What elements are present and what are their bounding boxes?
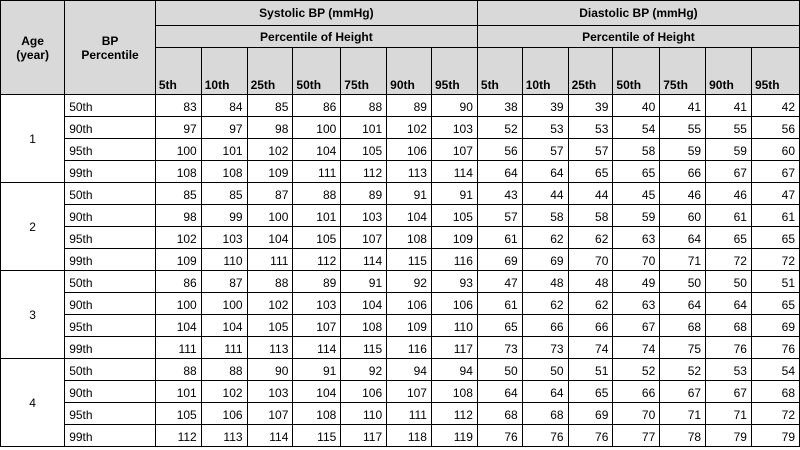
systolic-value-cell: 91 <box>341 271 387 293</box>
diastolic-value-cell: 71 <box>660 403 706 425</box>
diastolic-value-cell: 40 <box>613 95 660 117</box>
diastolic-value-cell: 76 <box>477 425 522 447</box>
systolic-height-col-header: 50th <box>293 48 341 95</box>
diastolic-value-cell: 71 <box>660 249 706 271</box>
systolic-value-cell: 85 <box>155 183 201 205</box>
systolic-value-cell: 103 <box>341 205 387 227</box>
systolic-value-cell: 108 <box>293 403 341 425</box>
systolic-value-cell: 112 <box>341 161 387 183</box>
diastolic-value-cell: 65 <box>706 227 752 249</box>
diastolic-value-cell: 53 <box>706 359 752 381</box>
bp-percentile-cell: 90th <box>65 293 156 315</box>
systolic-value-cell: 99 <box>201 205 247 227</box>
diastolic-value-cell: 73 <box>477 337 522 359</box>
systolic-value-cell: 101 <box>201 139 247 161</box>
table-row <box>1 293 800 315</box>
systolic-value-cell: 90 <box>247 359 293 381</box>
systolic-value-cell: 102 <box>247 139 293 161</box>
table-row <box>1 95 800 117</box>
systolic-value-cell: 104 <box>293 381 341 403</box>
bp-percentile-cell: 95th <box>65 315 156 337</box>
systolic-value-cell: 107 <box>387 381 432 403</box>
diastolic-value-cell: 79 <box>751 425 799 447</box>
table-row <box>1 249 800 271</box>
systolic-value-cell: 88 <box>341 95 387 117</box>
diastolic-value-cell: 59 <box>613 205 660 227</box>
systolic-height-subheader: Percentile of Height <box>155 26 477 48</box>
diastolic-height-col-header: 90th <box>706 48 752 95</box>
diastolic-value-cell: 65 <box>751 293 799 315</box>
diastolic-value-cell: 58 <box>522 205 568 227</box>
diastolic-value-cell: 68 <box>660 315 706 337</box>
diastolic-value-cell: 65 <box>568 161 613 183</box>
systolic-value-cell: 102 <box>201 381 247 403</box>
systolic-value-cell: 89 <box>341 183 387 205</box>
bp-percentile-cell: 50th <box>65 183 156 205</box>
systolic-value-cell: 97 <box>155 117 201 139</box>
table-row <box>1 381 800 403</box>
systolic-value-cell: 110 <box>201 249 247 271</box>
systolic-value-cell: 104 <box>293 139 341 161</box>
systolic-value-cell: 90 <box>431 95 477 117</box>
systolic-value-cell: 108 <box>341 315 387 337</box>
systolic-value-cell: 115 <box>341 337 387 359</box>
age-cell: 3 <box>1 271 65 359</box>
systolic-value-cell: 89 <box>387 95 432 117</box>
diastolic-group-header: Diastolic BP (mmHg) <box>477 1 799 26</box>
bp-percentile-cell: 99th <box>65 337 156 359</box>
diastolic-value-cell: 44 <box>568 183 613 205</box>
systolic-value-cell: 89 <box>293 271 341 293</box>
systolic-value-cell: 116 <box>387 337 432 359</box>
bp-percentile-cell: 99th <box>65 249 156 271</box>
diastolic-value-cell: 43 <box>477 183 522 205</box>
systolic-value-cell: 111 <box>387 403 432 425</box>
systolic-value-cell: 117 <box>431 337 477 359</box>
systolic-value-cell: 91 <box>387 183 432 205</box>
bp-percentile-cell: 90th <box>65 381 156 403</box>
diastolic-value-cell: 64 <box>522 381 568 403</box>
diastolic-value-cell: 48 <box>568 271 613 293</box>
systolic-value-cell: 102 <box>247 293 293 315</box>
systolic-value-cell: 112 <box>293 249 341 271</box>
systolic-value-cell: 109 <box>387 315 432 337</box>
systolic-value-cell: 112 <box>431 403 477 425</box>
diastolic-value-cell: 77 <box>613 425 660 447</box>
diastolic-value-cell: 64 <box>522 161 568 183</box>
diastolic-height-subheader: Percentile of Height <box>477 26 799 48</box>
systolic-value-cell: 101 <box>293 205 341 227</box>
systolic-value-cell: 85 <box>201 183 247 205</box>
bp-percentile-cell: 95th <box>65 139 156 161</box>
systolic-value-cell: 108 <box>201 161 247 183</box>
table-row <box>1 403 800 425</box>
age-column-header: Age (year) <box>1 1 65 95</box>
diastolic-value-cell: 61 <box>751 205 799 227</box>
systolic-value-cell: 107 <box>293 315 341 337</box>
diastolic-value-cell: 56 <box>477 139 522 161</box>
diastolic-value-cell: 76 <box>522 425 568 447</box>
bp-percentile-column-header: BP Percentile <box>65 1 156 95</box>
systolic-value-cell: 91 <box>293 359 341 381</box>
systolic-value-cell: 111 <box>247 249 293 271</box>
diastolic-height-col-header: 95th <box>751 48 799 95</box>
systolic-value-cell: 108 <box>387 227 432 249</box>
systolic-height-col-header: 5th <box>155 48 201 95</box>
systolic-value-cell: 116 <box>431 249 477 271</box>
diastolic-value-cell: 41 <box>660 95 706 117</box>
systolic-value-cell: 105 <box>293 227 341 249</box>
diastolic-height-col-header: 75th <box>660 48 706 95</box>
diastolic-value-cell: 72 <box>706 249 752 271</box>
diastolic-value-cell: 66 <box>613 381 660 403</box>
diastolic-value-cell: 50 <box>522 359 568 381</box>
systolic-value-cell: 107 <box>341 227 387 249</box>
diastolic-value-cell: 55 <box>706 117 752 139</box>
diastolic-value-cell: 68 <box>751 381 799 403</box>
diastolic-value-cell: 61 <box>706 205 752 227</box>
systolic-value-cell: 109 <box>431 227 477 249</box>
diastolic-value-cell: 50 <box>706 271 752 293</box>
diastolic-value-cell: 69 <box>751 315 799 337</box>
systolic-value-cell: 102 <box>387 117 432 139</box>
table-row <box>1 315 800 337</box>
diastolic-value-cell: 69 <box>522 249 568 271</box>
diastolic-value-cell: 65 <box>613 161 660 183</box>
diastolic-value-cell: 67 <box>751 161 799 183</box>
systolic-value-cell: 83 <box>155 95 201 117</box>
diastolic-value-cell: 79 <box>706 425 752 447</box>
systolic-value-cell: 88 <box>247 271 293 293</box>
diastolic-value-cell: 74 <box>613 337 660 359</box>
systolic-value-cell: 104 <box>341 293 387 315</box>
diastolic-value-cell: 66 <box>522 315 568 337</box>
diastolic-value-cell: 41 <box>706 95 752 117</box>
systolic-value-cell: 103 <box>201 227 247 249</box>
diastolic-value-cell: 62 <box>568 227 613 249</box>
bp-percentile-cell: 90th <box>65 117 156 139</box>
diastolic-value-cell: 76 <box>706 337 752 359</box>
systolic-value-cell: 108 <box>155 161 201 183</box>
systolic-value-cell: 101 <box>341 117 387 139</box>
table-row <box>1 205 800 227</box>
systolic-value-cell: 106 <box>201 403 247 425</box>
diastolic-value-cell: 62 <box>568 293 613 315</box>
diastolic-value-cell: 66 <box>660 161 706 183</box>
systolic-value-cell: 101 <box>155 381 201 403</box>
systolic-value-cell: 98 <box>155 205 201 227</box>
diastolic-value-cell: 46 <box>706 183 752 205</box>
diastolic-value-cell: 61 <box>477 227 522 249</box>
table-body <box>1 95 800 447</box>
diastolic-height-col-header: 10th <box>522 48 568 95</box>
systolic-value-cell: 111 <box>293 161 341 183</box>
table-row <box>1 183 800 205</box>
systolic-value-cell: 87 <box>201 271 247 293</box>
systolic-value-cell: 105 <box>247 315 293 337</box>
systolic-value-cell: 114 <box>341 249 387 271</box>
diastolic-value-cell: 69 <box>477 249 522 271</box>
diastolic-value-cell: 42 <box>751 95 799 117</box>
diastolic-value-cell: 59 <box>660 139 706 161</box>
diastolic-value-cell: 78 <box>660 425 706 447</box>
diastolic-value-cell: 53 <box>522 117 568 139</box>
diastolic-value-cell: 61 <box>477 293 522 315</box>
diastolic-value-cell: 63 <box>613 227 660 249</box>
systolic-value-cell: 105 <box>341 139 387 161</box>
diastolic-value-cell: 65 <box>751 227 799 249</box>
systolic-value-cell: 113 <box>201 425 247 447</box>
systolic-height-col-header: 25th <box>247 48 293 95</box>
bp-percentile-cell: 99th <box>65 161 156 183</box>
systolic-value-cell: 110 <box>431 315 477 337</box>
diastolic-value-cell: 48 <box>522 271 568 293</box>
diastolic-value-cell: 55 <box>660 117 706 139</box>
diastolic-value-cell: 64 <box>660 293 706 315</box>
diastolic-value-cell: 39 <box>522 95 568 117</box>
diastolic-value-cell: 74 <box>568 337 613 359</box>
systolic-value-cell: 106 <box>387 293 432 315</box>
systolic-value-cell: 91 <box>431 183 477 205</box>
systolic-value-cell: 117 <box>341 425 387 447</box>
systolic-value-cell: 104 <box>247 227 293 249</box>
diastolic-value-cell: 58 <box>613 139 660 161</box>
systolic-value-cell: 115 <box>293 425 341 447</box>
diastolic-value-cell: 45 <box>613 183 660 205</box>
systolic-value-cell: 86 <box>293 95 341 117</box>
bp-percentile-cell: 50th <box>65 359 156 381</box>
diastolic-value-cell: 64 <box>660 227 706 249</box>
systolic-value-cell: 111 <box>201 337 247 359</box>
diastolic-value-cell: 50 <box>477 359 522 381</box>
table-row <box>1 139 800 161</box>
systolic-value-cell: 103 <box>293 293 341 315</box>
systolic-height-col-header: 90th <box>387 48 432 95</box>
diastolic-value-cell: 64 <box>706 293 752 315</box>
systolic-value-cell: 119 <box>431 425 477 447</box>
systolic-group-header: Systolic BP (mmHg) <box>155 1 477 26</box>
systolic-value-cell: 113 <box>387 161 432 183</box>
diastolic-value-cell: 39 <box>568 95 613 117</box>
systolic-value-cell: 107 <box>431 139 477 161</box>
diastolic-value-cell: 75 <box>660 337 706 359</box>
diastolic-value-cell: 52 <box>660 359 706 381</box>
diastolic-value-cell: 38 <box>477 95 522 117</box>
diastolic-value-cell: 66 <box>568 315 613 337</box>
diastolic-value-cell: 62 <box>522 227 568 249</box>
diastolic-value-cell: 76 <box>751 337 799 359</box>
systolic-value-cell: 93 <box>431 271 477 293</box>
systolic-value-cell: 111 <box>155 337 201 359</box>
diastolic-value-cell: 67 <box>613 315 660 337</box>
diastolic-value-cell: 60 <box>751 139 799 161</box>
diastolic-value-cell: 69 <box>568 403 613 425</box>
table-row <box>1 359 800 381</box>
systolic-value-cell: 112 <box>155 425 201 447</box>
systolic-value-cell: 97 <box>201 117 247 139</box>
diastolic-height-col-header: 50th <box>613 48 660 95</box>
diastolic-value-cell: 57 <box>477 205 522 227</box>
systolic-value-cell: 92 <box>341 359 387 381</box>
systolic-value-cell: 103 <box>247 381 293 403</box>
table-header <box>1 1 800 95</box>
systolic-value-cell: 106 <box>341 381 387 403</box>
systolic-value-cell: 109 <box>247 161 293 183</box>
systolic-value-cell: 94 <box>387 359 432 381</box>
diastolic-value-cell: 64 <box>477 381 522 403</box>
systolic-value-cell: 100 <box>201 293 247 315</box>
systolic-value-cell: 100 <box>155 139 201 161</box>
diastolic-value-cell: 65 <box>477 315 522 337</box>
systolic-value-cell: 104 <box>387 205 432 227</box>
systolic-value-cell: 88 <box>201 359 247 381</box>
systolic-value-cell: 100 <box>293 117 341 139</box>
diastolic-value-cell: 70 <box>613 403 660 425</box>
systolic-value-cell: 114 <box>431 161 477 183</box>
bp-percentile-cell: 95th <box>65 227 156 249</box>
diastolic-value-cell: 67 <box>706 381 752 403</box>
diastolic-value-cell: 52 <box>613 359 660 381</box>
diastolic-value-cell: 67 <box>660 381 706 403</box>
diastolic-value-cell: 44 <box>522 183 568 205</box>
systolic-height-col-header: 10th <box>201 48 247 95</box>
diastolic-value-cell: 57 <box>522 139 568 161</box>
systolic-value-cell: 98 <box>247 117 293 139</box>
systolic-value-cell: 88 <box>155 359 201 381</box>
diastolic-value-cell: 71 <box>706 403 752 425</box>
diastolic-value-cell: 72 <box>751 403 799 425</box>
diastolic-value-cell: 68 <box>706 315 752 337</box>
systolic-value-cell: 110 <box>341 403 387 425</box>
systolic-value-cell: 104 <box>201 315 247 337</box>
diastolic-value-cell: 73 <box>522 337 568 359</box>
diastolic-value-cell: 50 <box>660 271 706 293</box>
systolic-value-cell: 87 <box>247 183 293 205</box>
diastolic-value-cell: 54 <box>613 117 660 139</box>
systolic-value-cell: 113 <box>247 337 293 359</box>
systolic-value-cell: 108 <box>431 381 477 403</box>
diastolic-value-cell: 63 <box>613 293 660 315</box>
systolic-value-cell: 88 <box>293 183 341 205</box>
systolic-value-cell: 105 <box>155 403 201 425</box>
table-row <box>1 161 800 183</box>
systolic-value-cell: 84 <box>201 95 247 117</box>
diastolic-value-cell: 72 <box>751 249 799 271</box>
bp-percentile-cell: 50th <box>65 271 156 293</box>
systolic-value-cell: 86 <box>155 271 201 293</box>
table-row <box>1 227 800 249</box>
systolic-value-cell: 109 <box>155 249 201 271</box>
bp-percentile-cell: 95th <box>65 403 156 425</box>
age-cell: 1 <box>1 95 65 183</box>
systolic-value-cell: 106 <box>387 139 432 161</box>
diastolic-value-cell: 57 <box>568 139 613 161</box>
diastolic-value-cell: 70 <box>613 249 660 271</box>
diastolic-value-cell: 60 <box>660 205 706 227</box>
systolic-value-cell: 107 <box>247 403 293 425</box>
diastolic-value-cell: 49 <box>613 271 660 293</box>
diastolic-value-cell: 46 <box>660 183 706 205</box>
table-row <box>1 117 800 139</box>
systolic-height-col-header: 95th <box>431 48 477 95</box>
systolic-height-col-header: 75th <box>341 48 387 95</box>
diastolic-value-cell: 68 <box>522 403 568 425</box>
diastolic-value-cell: 64 <box>477 161 522 183</box>
diastolic-value-cell: 51 <box>751 271 799 293</box>
bp-percentile-cell: 90th <box>65 205 156 227</box>
diastolic-value-cell: 53 <box>568 117 613 139</box>
diastolic-value-cell: 52 <box>477 117 522 139</box>
systolic-value-cell: 103 <box>431 117 477 139</box>
systolic-value-cell: 92 <box>387 271 432 293</box>
diastolic-value-cell: 62 <box>522 293 568 315</box>
table-row <box>1 271 800 293</box>
diastolic-value-cell: 51 <box>568 359 613 381</box>
age-cell: 2 <box>1 183 65 271</box>
diastolic-value-cell: 58 <box>568 205 613 227</box>
systolic-value-cell: 94 <box>431 359 477 381</box>
diastolic-value-cell: 47 <box>751 183 799 205</box>
diastolic-height-col-header: 25th <box>568 48 613 95</box>
diastolic-value-cell: 59 <box>706 139 752 161</box>
diastolic-value-cell: 47 <box>477 271 522 293</box>
systolic-value-cell: 106 <box>431 293 477 315</box>
age-cell: 4 <box>1 359 65 447</box>
table-row <box>1 337 800 359</box>
systolic-value-cell: 104 <box>155 315 201 337</box>
bp-percentile-cell: 50th <box>65 95 156 117</box>
diastolic-value-cell: 70 <box>568 249 613 271</box>
systolic-value-cell: 114 <box>293 337 341 359</box>
systolic-value-cell: 100 <box>247 205 293 227</box>
diastolic-value-cell: 56 <box>751 117 799 139</box>
diastolic-value-cell: 68 <box>477 403 522 425</box>
diastolic-value-cell: 67 <box>706 161 752 183</box>
diastolic-height-col-header: 5th <box>477 48 522 95</box>
systolic-value-cell: 100 <box>155 293 201 315</box>
systolic-value-cell: 105 <box>431 205 477 227</box>
bp-percentile-cell: 99th <box>65 425 156 447</box>
systolic-value-cell: 102 <box>155 227 201 249</box>
systolic-value-cell: 114 <box>247 425 293 447</box>
diastolic-value-cell: 54 <box>751 359 799 381</box>
diastolic-value-cell: 65 <box>568 381 613 403</box>
table-row <box>1 425 800 447</box>
systolic-value-cell: 85 <box>247 95 293 117</box>
systolic-value-cell: 118 <box>387 425 432 447</box>
systolic-value-cell: 115 <box>387 249 432 271</box>
diastolic-value-cell: 76 <box>568 425 613 447</box>
